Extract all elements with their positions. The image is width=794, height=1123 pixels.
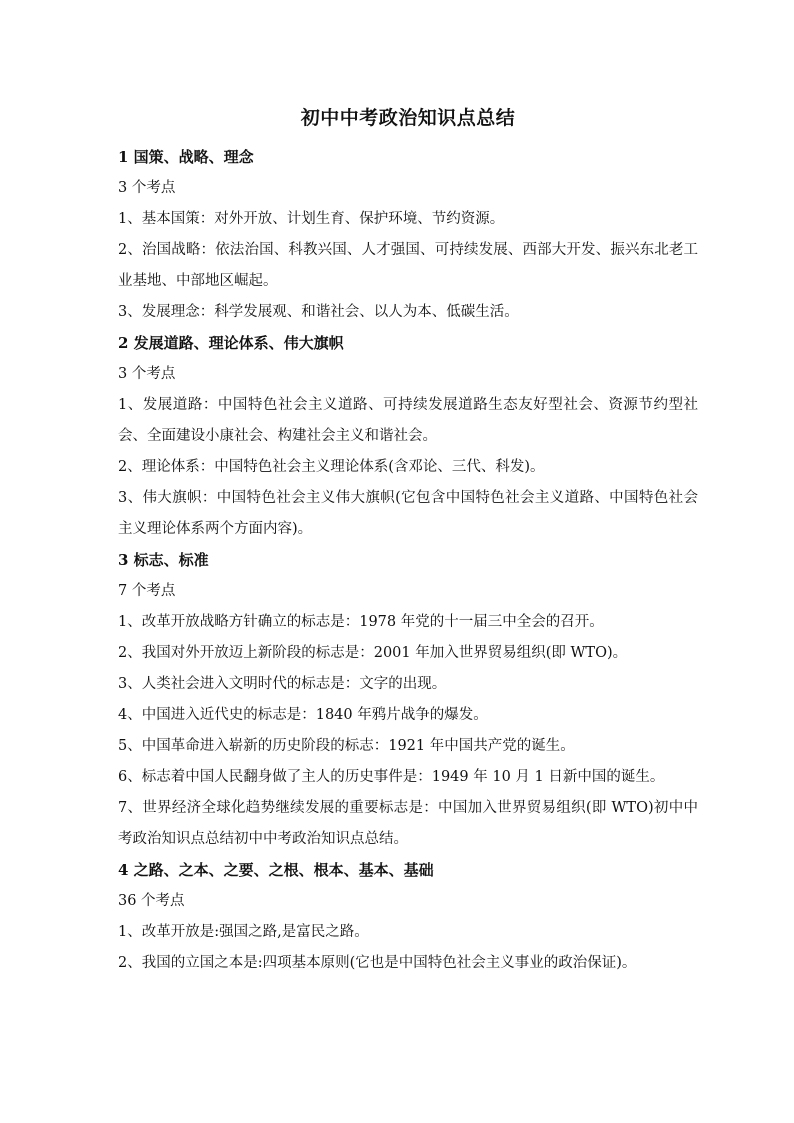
- section-heading: 4 之路、之本、之要、之根、根本、基本、基础: [118, 861, 434, 879]
- section-3: [118, 545, 698, 855]
- document-title: 初中中考政治知识点总结: [300, 107, 516, 129]
- section-heading: 1 国策、战略、理念: [118, 148, 254, 166]
- section-2: [118, 328, 698, 545]
- list-item: 1、改革开放是:强国之路,是富民之路。: [118, 924, 369, 940]
- list-item: 2、我国对外开放迈上新阶段的标志是：2001 年加入世界贸易组织(即 WTO)。: [118, 645, 628, 661]
- document-page: [118, 104, 698, 979]
- list-item: 1、发展道路：中国特色社会主义道路、可持续发展道路生态友好型社会、资源节约型社会、全面建设小康社会、构建社会主义和谐社会。: [118, 397, 698, 444]
- section-4: [118, 855, 698, 979]
- section-heading: 2 发展道路、理论体系、伟大旗帜: [118, 334, 344, 352]
- list-item: 2、治国战略：依法治国、科教兴国、人才强国、可持续发展、西部大开发、振兴东北老工业基地、中部地区崛起。: [118, 242, 698, 289]
- section-point-count: 36 个考点: [118, 893, 185, 909]
- list-item: 1、改革开放战略方针确立的标志是：1978 年党的十一届三中全会的召开。: [118, 614, 604, 630]
- list-item: 7、世界经济全球化趋势继续发展的重要标志是：中国加入世界贸易组织(即 WTO)初中中考政治知识点总结初中中考政治知识点总结。: [118, 800, 698, 847]
- section-heading: 3 标志、标准: [118, 551, 209, 569]
- list-item: 2、我国的立国之本是:四项基本原则(它也是中国特色社会主义事业的政治保证)。: [118, 955, 637, 971]
- list-item: 2、理论体系：中国特色社会主义理论体系(含邓论、三代、科发)。: [118, 459, 545, 475]
- list-item: 3、人类社会进入文明时代的标志是：文字的出现。: [118, 676, 447, 692]
- list-item: 3、伟大旗帜：中国特色社会主义伟大旗帜(它包含中国特色社会主义道路、中国特色社会主义理论体系两个方面内容)。: [118, 490, 698, 537]
- section-point-count: 3 个考点: [118, 366, 176, 382]
- list-item: 5、中国革命进入崭新的历史阶段的标志：1921 年中国共产党的诞生。: [118, 738, 575, 754]
- list-item: 3、发展理念：科学发展观、和谐社会、以人为本、低碳生活。: [118, 304, 519, 320]
- section-point-count: 7 个考点: [118, 583, 176, 599]
- section-1: [118, 142, 698, 328]
- list-item: 6、标志着中国人民翻身做了主人的历史事件是：1949 年 10 月 1 日新中国的诞生。: [118, 769, 665, 785]
- section-point-count: 3 个考点: [118, 180, 176, 196]
- list-item: 1、基本国策：对外开放、计划生育、保护环境、节约资源。: [118, 211, 505, 227]
- list-item: 4、中国进入近代史的标志是：1840 年鸦片战争的爆发。: [118, 707, 488, 723]
